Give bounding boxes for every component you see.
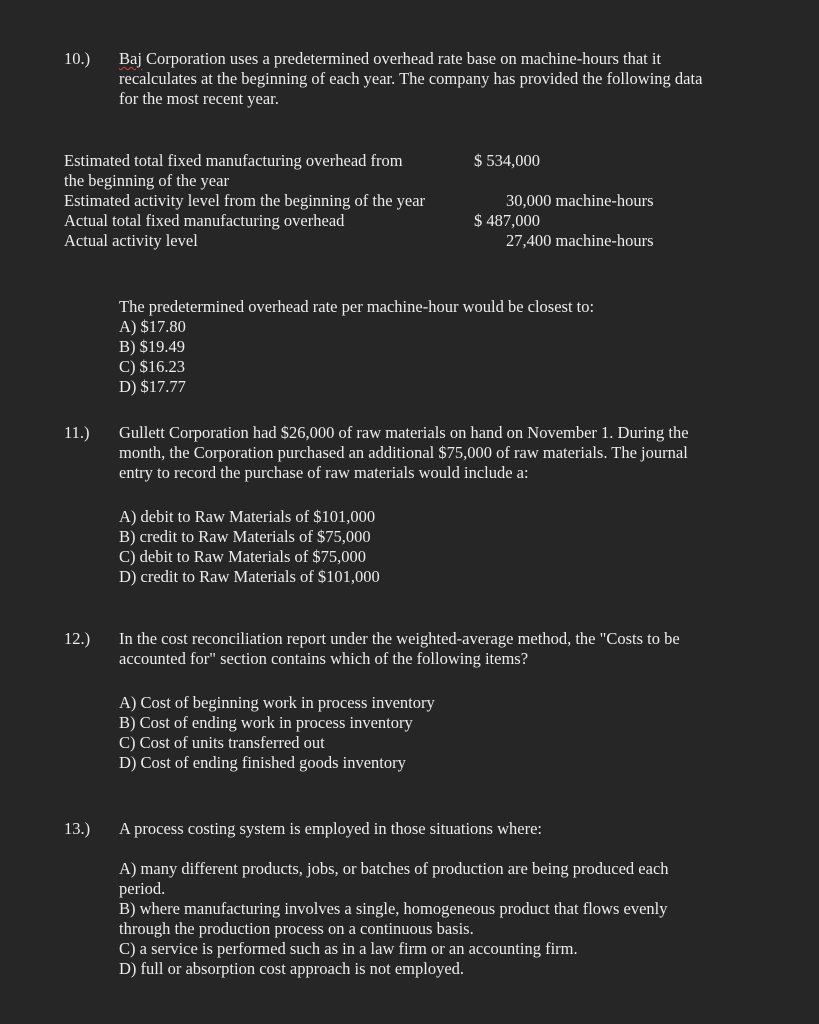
answer-choice: C) $16.23 xyxy=(119,357,185,376)
data-label: Estimated activity level from the beginning of the year xyxy=(64,191,426,210)
question-10-intro-line-1 xyxy=(119,49,702,69)
question-12-line: accounted for" section contains which of the following items? xyxy=(119,649,529,668)
data-row xyxy=(64,191,764,211)
answer-choice: D) full or absorption cost approach is not employed. xyxy=(119,959,465,978)
answer-choice-continued: period. xyxy=(119,879,166,898)
question-11-choices xyxy=(119,507,380,587)
question-13-number: 13.) xyxy=(64,819,91,838)
data-row xyxy=(64,231,764,251)
data-row xyxy=(64,211,764,231)
data-value: 30,000 machine-hours xyxy=(506,191,654,210)
data-value: $ 534,000 xyxy=(474,151,540,170)
data-label: the beginning of the year xyxy=(64,171,229,190)
answer-choice: A) $17.80 xyxy=(119,317,186,336)
data-value: $ 487,000 xyxy=(474,211,540,230)
question-11-prompt xyxy=(119,423,689,483)
question-10-number: 10.) xyxy=(64,49,91,68)
data-row xyxy=(64,171,764,191)
answer-choice: D) Cost of ending finished goods inventory xyxy=(119,753,406,772)
data-value: 27,400 machine-hours xyxy=(506,231,654,250)
answer-choice: B) Cost of ending work in process inventory xyxy=(119,713,413,732)
question-13-line: A process costing system is employed in those situations where: xyxy=(119,819,542,838)
data-row xyxy=(64,151,764,171)
spellcheck-flagged-word[interactable]: Baj xyxy=(119,49,142,68)
question-11-line: Gullett Corporation had $26,000 of raw materials on hand on November 1. During the xyxy=(119,423,689,442)
question-10-data-table xyxy=(64,151,764,251)
question-10-intro-line-3: for the most recent year. xyxy=(119,89,279,108)
question-10-intro-line-2: recalculates at the beginning of each year. The company has provided the following data xyxy=(119,69,703,88)
question-10-prompt: The predetermined overhead rate per machine-hour would be closest to: xyxy=(119,297,595,316)
answer-choice: C) a service is performed such as in a law firm or an accounting firm. xyxy=(119,939,578,958)
answer-choice: A) Cost of beginning work in process inventory xyxy=(119,693,435,712)
answer-choice: D) $17.77 xyxy=(119,377,186,396)
data-label: Actual total fixed manufacturing overhead xyxy=(64,211,345,230)
answer-choice: C) Cost of units transferred out xyxy=(119,733,325,752)
question-12-prompt xyxy=(119,629,680,669)
answer-choice: B) credit to Raw Materials of $75,000 xyxy=(119,527,371,546)
question-11-line: month, the Corporation purchased an additional $75,000 of raw materials. The journal xyxy=(119,443,688,462)
answer-choice: A) debit to Raw Materials of $101,000 xyxy=(119,507,376,526)
question-12-choices xyxy=(119,693,435,773)
question-10-body xyxy=(119,297,594,397)
question-12-number: 12.) xyxy=(64,629,91,648)
question-11-number: 11.) xyxy=(64,423,90,442)
answer-choice: B) $19.49 xyxy=(119,337,185,356)
answer-choice-continued: through the production process on a continuous basis. xyxy=(119,919,474,938)
question-12-line: In the cost reconciliation report under the weighted-average method, the "Costs to be xyxy=(119,629,680,648)
answer-choice: C) debit to Raw Materials of $75,000 xyxy=(119,547,367,566)
question-11-line: entry to record the purchase of raw materials would include a: xyxy=(119,463,529,482)
answer-choice: A) many different products, jobs, or batches of production are being produced each xyxy=(119,859,669,878)
question-10-intro xyxy=(119,49,702,109)
question-13-prompt xyxy=(119,819,542,839)
question-10-intro-text: Corporation uses a predetermined overhead rate base on machine-hours that it xyxy=(141,49,662,68)
answer-choice: D) credit to Raw Materials of $101,000 xyxy=(119,567,380,586)
answer-choice: B) where manufacturing involves a single, homogeneous product that flows evenly xyxy=(119,899,668,918)
question-13-choices xyxy=(119,859,669,979)
data-label: Estimated total fixed manufacturing overhead from xyxy=(64,151,403,170)
data-label: Actual activity level xyxy=(64,231,198,250)
